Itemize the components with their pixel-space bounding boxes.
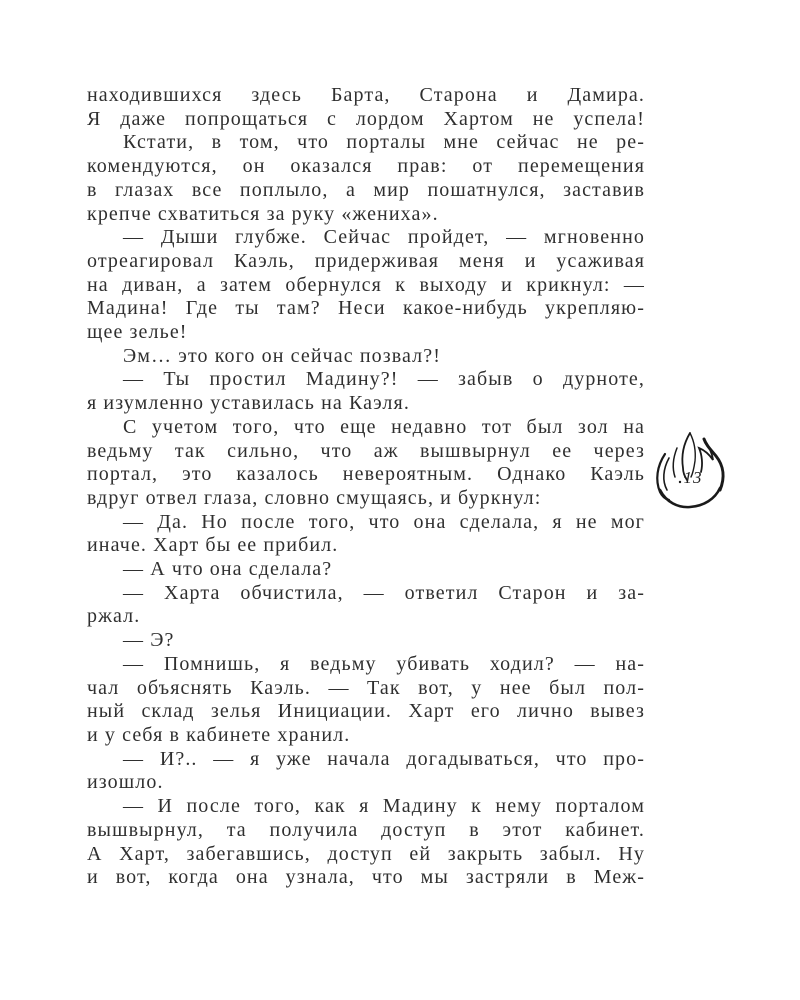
text-block [87, 84, 645, 890]
text-line: чал объяснять Каэль. — Так вот, у нее был пол- [87, 676, 645, 699]
text-line: — Э? [123, 629, 175, 652]
text-line: изошло. [87, 771, 164, 794]
text-line: портал, это казалось невероятным. Однако Каэль [87, 463, 645, 486]
text-line: Кстати, в том, что порталы мне сейчас не ре- [123, 131, 645, 154]
text-line: крепче схватиться за руку «жениха». [87, 202, 439, 225]
page-number: 13 [683, 468, 703, 487]
text-line: ржал. [87, 605, 141, 628]
text-line: А Харт, забегавшись, доступ ей закрыть забыл. Ну [87, 842, 645, 865]
text-line: в глазах все поплыло, а мир пошатнулся, заставив [87, 178, 645, 201]
text-line: — И?.. — я уже начала догадываться, что про- [123, 747, 645, 770]
chapter-ornament [652, 427, 732, 511]
text-line: Я даже попрощаться с лордом Хартом не успела! [87, 107, 645, 130]
text-line: Эм… это кого он сейчас позвал?! [123, 344, 441, 367]
text-line: вдруг отвел глаза, словно смущаясь, и буркнул: [87, 486, 542, 509]
text-line: ведьму так сильно, что аж вышвырнул ее через [87, 439, 645, 462]
text-line: Мадина! Где ты там? Неси какое-нибудь укрепляю- [87, 297, 645, 320]
text-line: находившихся здесь Барта, Старона и Дамира. [87, 84, 645, 106]
text-line: вышвырнул, та получила доступ в этот кабинет. [87, 818, 645, 841]
text-line: — Дыши глубже. Сейчас пройдет, — мгновенно [123, 226, 645, 249]
text-line: — Да. Но после того, что она сделала, я не мог [123, 510, 645, 533]
text-line: и вот, когда она узнала, что мы застряли в Меж- [87, 866, 645, 889]
text-line: — Ты простил Мадину?! — забыв о дурноте, [123, 368, 645, 391]
text-line: я изумленно уставилась на Каэля. [87, 392, 410, 415]
text-line: — И после того, как я Мадину к нему порталом [123, 795, 645, 818]
text-line: — Помнишь, я ведьму убивать ходил? — на- [123, 652, 645, 675]
text-line: комендуются, он оказался прав: от перемещения [87, 155, 645, 178]
text-line: и у себя в кабинете хранил. [87, 723, 351, 746]
text-line: ный склад зелья Инициации. Харт его лично вывез [87, 700, 645, 723]
text-line: иначе. Харт бы ее прибил. [87, 534, 339, 557]
text-line: С учетом того, что еще недавно тот был зол на [123, 415, 645, 438]
text-line: щее зелье! [87, 321, 188, 344]
text-line: — Харта обчистила, — ответил Старон и за- [123, 581, 645, 604]
text-line: на диван, а затем обернулся к выходу и крикнул: — [87, 273, 645, 296]
text-line: отреагировал Каэль, придерживая меня и усаживая [87, 249, 645, 272]
text-line: — А что она сделала? [123, 558, 333, 581]
